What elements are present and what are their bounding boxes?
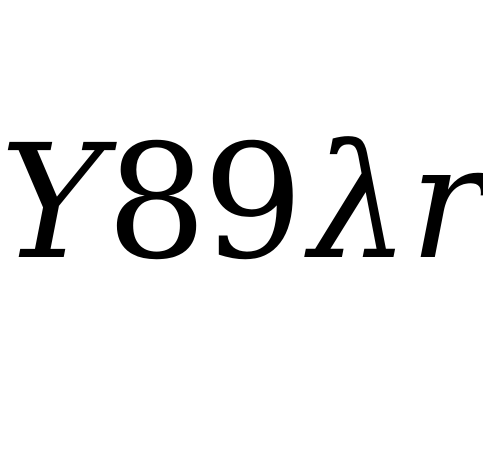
symbol-Y: Y — [0, 111, 103, 295]
symbol-lambda: λ — [309, 111, 408, 295]
symbol-9: 9 — [202, 111, 302, 295]
math-expression — [0, 111, 483, 295]
symbol-8: 8 — [106, 111, 205, 295]
symbol-r: r — [409, 111, 483, 295]
